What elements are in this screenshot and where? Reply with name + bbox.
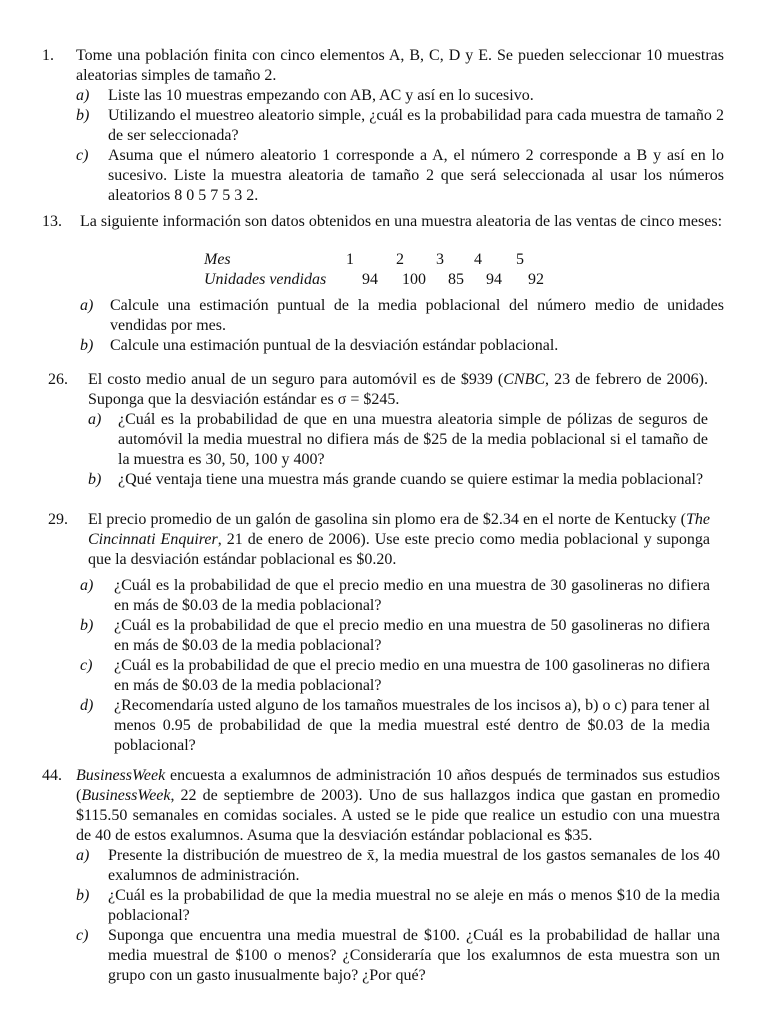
item-text: Liste las 10 muestras empezando con AB, AC y así en lo sucesivo. — [108, 87, 534, 104]
item-text: ¿Cuál es la probabilidad de que en una muestra aleatoria simple de pólizas de seguros de automóvil la media muestral no difiera más de $25 de la media poblacional si el tamaño de la muestra es 30, 50, 100 y 400? — [118, 411, 708, 468]
item-text: Asuma que el número aleatorio 1 corresponde a A, el número 2 corresponde a B y así en lo sucesivo. Liste la muestra aleatoria de tamaño 2 que será seleccionada al usar los números aleatorios 8 0 5 7 5 3 2. — [108, 147, 724, 204]
table-cell: 2 — [396, 251, 404, 268]
item-label: b) — [76, 107, 90, 124]
item-label: b) — [88, 471, 102, 488]
item-text: Suponga que encuentra una media muestral de $100. ¿Cuál es la probabilidad de hallar una media muestral de $100 o menos? ¿Consideraría que los exalumnos de esta muestra son un grupo con un gasto inusualmente bajo? ¿Por qué? — [108, 927, 720, 984]
problem-stem — [88, 510, 710, 570]
item-text: Calcule una estimación puntual de la media poblacional del número medio de unidades vendidas por mes. — [110, 297, 724, 334]
item-text: ¿Recomendaría usted alguno de los tamaños muestrales de los incisos a), b) o c) para tener al menos 0.95 de probabilidad de que la media muestral esté dentro de $0.03 de la media poblacional? — [114, 697, 710, 754]
item-label: d) — [80, 697, 94, 714]
table-cell: 94 — [362, 271, 378, 288]
problem-number: 26. — [48, 371, 68, 388]
table-cell: 5 — [516, 251, 524, 268]
item-label: b) — [80, 617, 94, 634]
problem-number: 44. — [42, 767, 62, 784]
item-text: ¿Qué ventaja tiene una muestra más grande cuando se quiere estimar la media poblacional? — [118, 471, 704, 488]
source-citation: The Cincinnati Enquirer — [88, 511, 710, 548]
item-text: ¿Cuál es la probabilidad de que el precio medio en una muestra de 100 gasolineras no difiera en más de $0.03 de la media poblacional? — [114, 657, 710, 694]
stem-text: , 23 de febrero de 2006). Suponga que la desviación estándar es σ = $245. — [88, 371, 709, 408]
source-citation: BusinessWeek — [81, 787, 171, 804]
item-label: c) — [76, 927, 89, 944]
item-label: b) — [80, 337, 94, 354]
table-row-label: Unidades vendidas — [204, 271, 327, 288]
table-cell: 1 — [346, 251, 354, 268]
problem-stem — [76, 766, 720, 846]
table-cell: 85 — [448, 271, 464, 288]
table-cell: 3 — [436, 251, 444, 268]
problem-stem — [88, 370, 708, 410]
table-row — [204, 250, 564, 270]
problem-number: 13. — [42, 213, 62, 230]
stem-text: El precio promedio de un galón de gasolina sin plomo era de $2.34 en el norte de Kentucky ( — [88, 511, 686, 528]
stem-text: encuesta a exalumnos de administración 10 años después de terminados sus estudios ( — [76, 767, 720, 804]
stem-text: , 21 de enero de 2006). Use este precio como media poblacional y suponga que la desviación estándar poblacional es $0.20. — [88, 531, 711, 568]
item-text: Utilizando el muestreo aleatorio simple, ¿cuál es la probabilidad para cada muestra de tamaño 2 de ser seleccionada? — [108, 107, 724, 144]
table-cell: 100 — [402, 271, 426, 288]
item-label: c) — [76, 147, 89, 164]
item-label: b) — [76, 887, 90, 904]
source-citation: BusinessWeek — [76, 767, 166, 784]
item-text: ¿Cuál es la probabilidad de que el precio medio en una muestra de 30 gasolineras no difiera en más de $0.03 de la media poblacional? — [114, 577, 710, 614]
table-row — [204, 270, 564, 290]
item-text: Calcule una estimación puntual de la desviación estándar poblacional. — [110, 337, 559, 354]
item-label: a) — [88, 411, 102, 428]
item-text: ¿Cuál es la probabilidad de que la media muestral no se aleje en más o menos $10 de la media poblacional? — [108, 887, 720, 924]
item-label: a) — [76, 87, 90, 104]
item-label: a) — [80, 577, 94, 594]
problem-number: 1. — [42, 47, 54, 64]
problem-stem: Tome una población finita con cinco elementos A, B, C, D y E. Se pueden seleccionar 10 muestras aleatorias simples de tamaño 2. — [76, 47, 724, 84]
table-cell: 92 — [528, 271, 544, 288]
source-citation: CNBC — [503, 371, 546, 388]
stem-text: , 22 de septiembre de 2003). Uno de sus hallazgos indica que gastan en promedio $115.50 semanales en comidas sociales. A usted se le pide que realice un estudio con una muestra de 40 de estos exalumnos. Asuma que la desviación estándar poblacional es $35. — [76, 787, 720, 844]
table-cell: 4 — [474, 251, 482, 268]
sales-table — [204, 250, 564, 290]
problem-stem: La siguiente información son datos obtenidos en una muestra aleatoria de las ventas de cinco meses: — [80, 213, 723, 230]
table-cell: 94 — [486, 271, 502, 288]
stem-text: El costo medio anual de un seguro para automóvil es de $939 ( — [88, 371, 504, 388]
problem-number: 29. — [48, 511, 68, 528]
item-label: a) — [76, 847, 90, 864]
item-text: Presente la distribución de muestreo de x̄, la media muestral de los gastos semanales de los 40 exalumnos de administración. — [108, 847, 720, 884]
table-row-label: Mes — [204, 251, 231, 268]
item-text: ¿Cuál es la probabilidad de que el precio medio en una muestra de 50 gasolineras no difiera en más de $0.03 de la media poblacional? — [114, 617, 710, 654]
item-label: c) — [80, 657, 93, 674]
item-label: a) — [80, 297, 94, 314]
